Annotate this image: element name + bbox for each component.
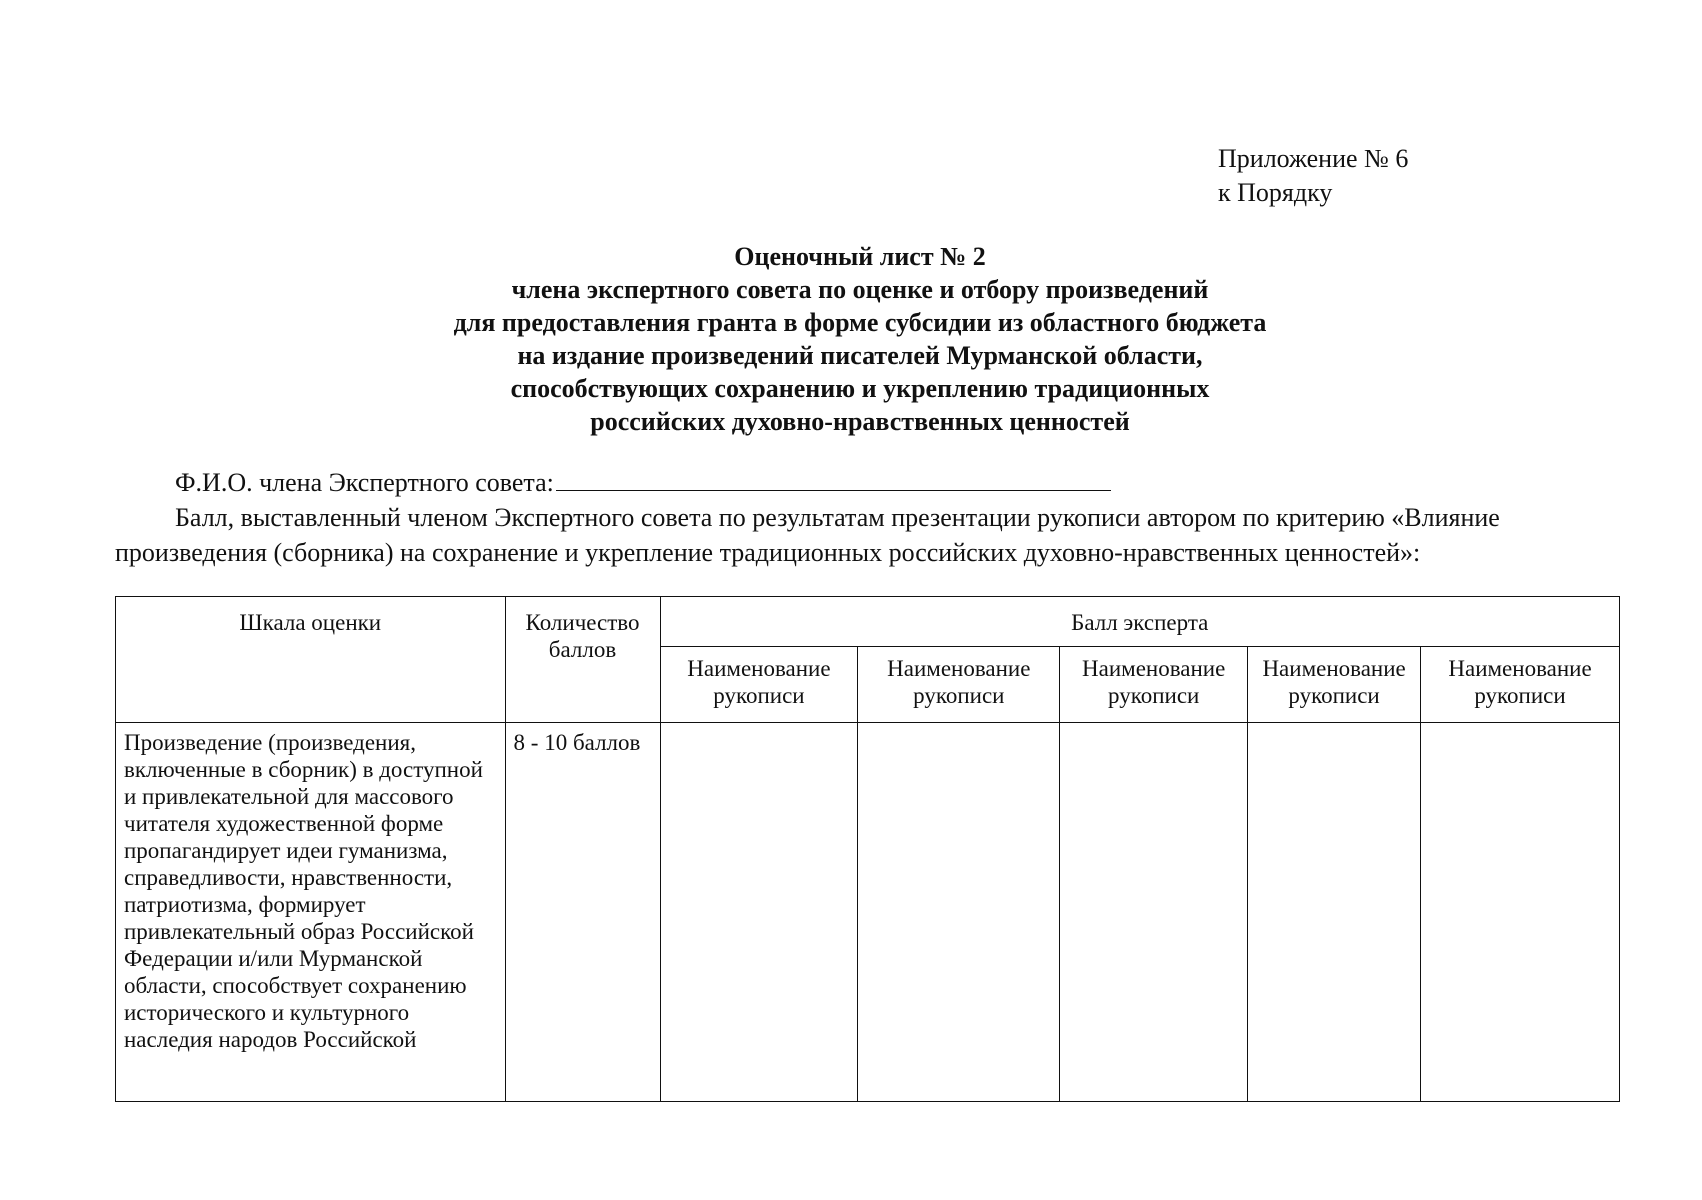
score-cell-5[interactable] [1421,723,1620,1102]
body-text [115,464,1535,570]
appendix-reference: к Порядку [1218,178,1333,207]
evaluation-table [115,596,1620,1102]
points-cell: 8 - 10 баллов [505,723,660,1102]
title-line-2: члена экспертного совета по оценке и отбору произведений [511,275,1209,304]
criterion-cell: Произведение (произведения, включенные в сборник) в доступной и привлекательной для массового читателя художественной форме пропагандирует идеи гуманизма, справедливости, нравственности, патриотизма, формирует привлекательный образ Российской Федерации и/или Мурманской области, способствует сохранению исторического и культурного наследия народов Российской [116,723,506,1102]
title-line-5: способствующих сохранению и укреплению традиционных [510,374,1210,403]
fio-row [115,464,1535,500]
title-line-4: на издание произведений писателей Мурманской области, [517,341,1203,370]
table-header-row [116,597,1620,647]
header-scale: Шкала оценки [116,597,506,723]
header-manuscript-4: Наименование рукописи [1248,647,1421,723]
fio-blank-line [556,464,1111,491]
criterion-paragraph: Балл, выставленный членом Экспертного совета по результатам презентации рукописи автором по критерию «Влияние произведения (сборника) на сохранение и укрепление традиционных российских духовно-нравственных ценностей»: [115,503,1500,567]
header-expert-score: Балл эксперта [660,597,1620,647]
table-row [116,723,1620,1102]
score-cell-3[interactable] [1060,723,1248,1102]
title-line-6: российских духовно-нравственных ценностей [590,407,1130,436]
header-manuscript-5: Наименование рукописи [1421,647,1620,723]
appendix-note [1218,142,1408,210]
header-points: Количество баллов [505,597,660,723]
fio-label: Ф.И.О. члена Экспертного совета: [175,468,554,497]
score-cell-2[interactable] [858,723,1060,1102]
appendix-number: Приложение № 6 [1218,144,1409,173]
header-manuscript-1: Наименование рукописи [660,647,858,723]
title-line-1: Оценочный лист № 2 [734,242,986,271]
header-manuscript-2: Наименование рукописи [858,647,1060,723]
title-line-3: для предоставления гранта в форме субсидии из областного бюджета [453,308,1267,337]
document-title [300,240,1420,438]
score-cell-1[interactable] [660,723,858,1102]
header-manuscript-3: Наименование рукописи [1060,647,1248,723]
score-cell-4[interactable] [1248,723,1421,1102]
